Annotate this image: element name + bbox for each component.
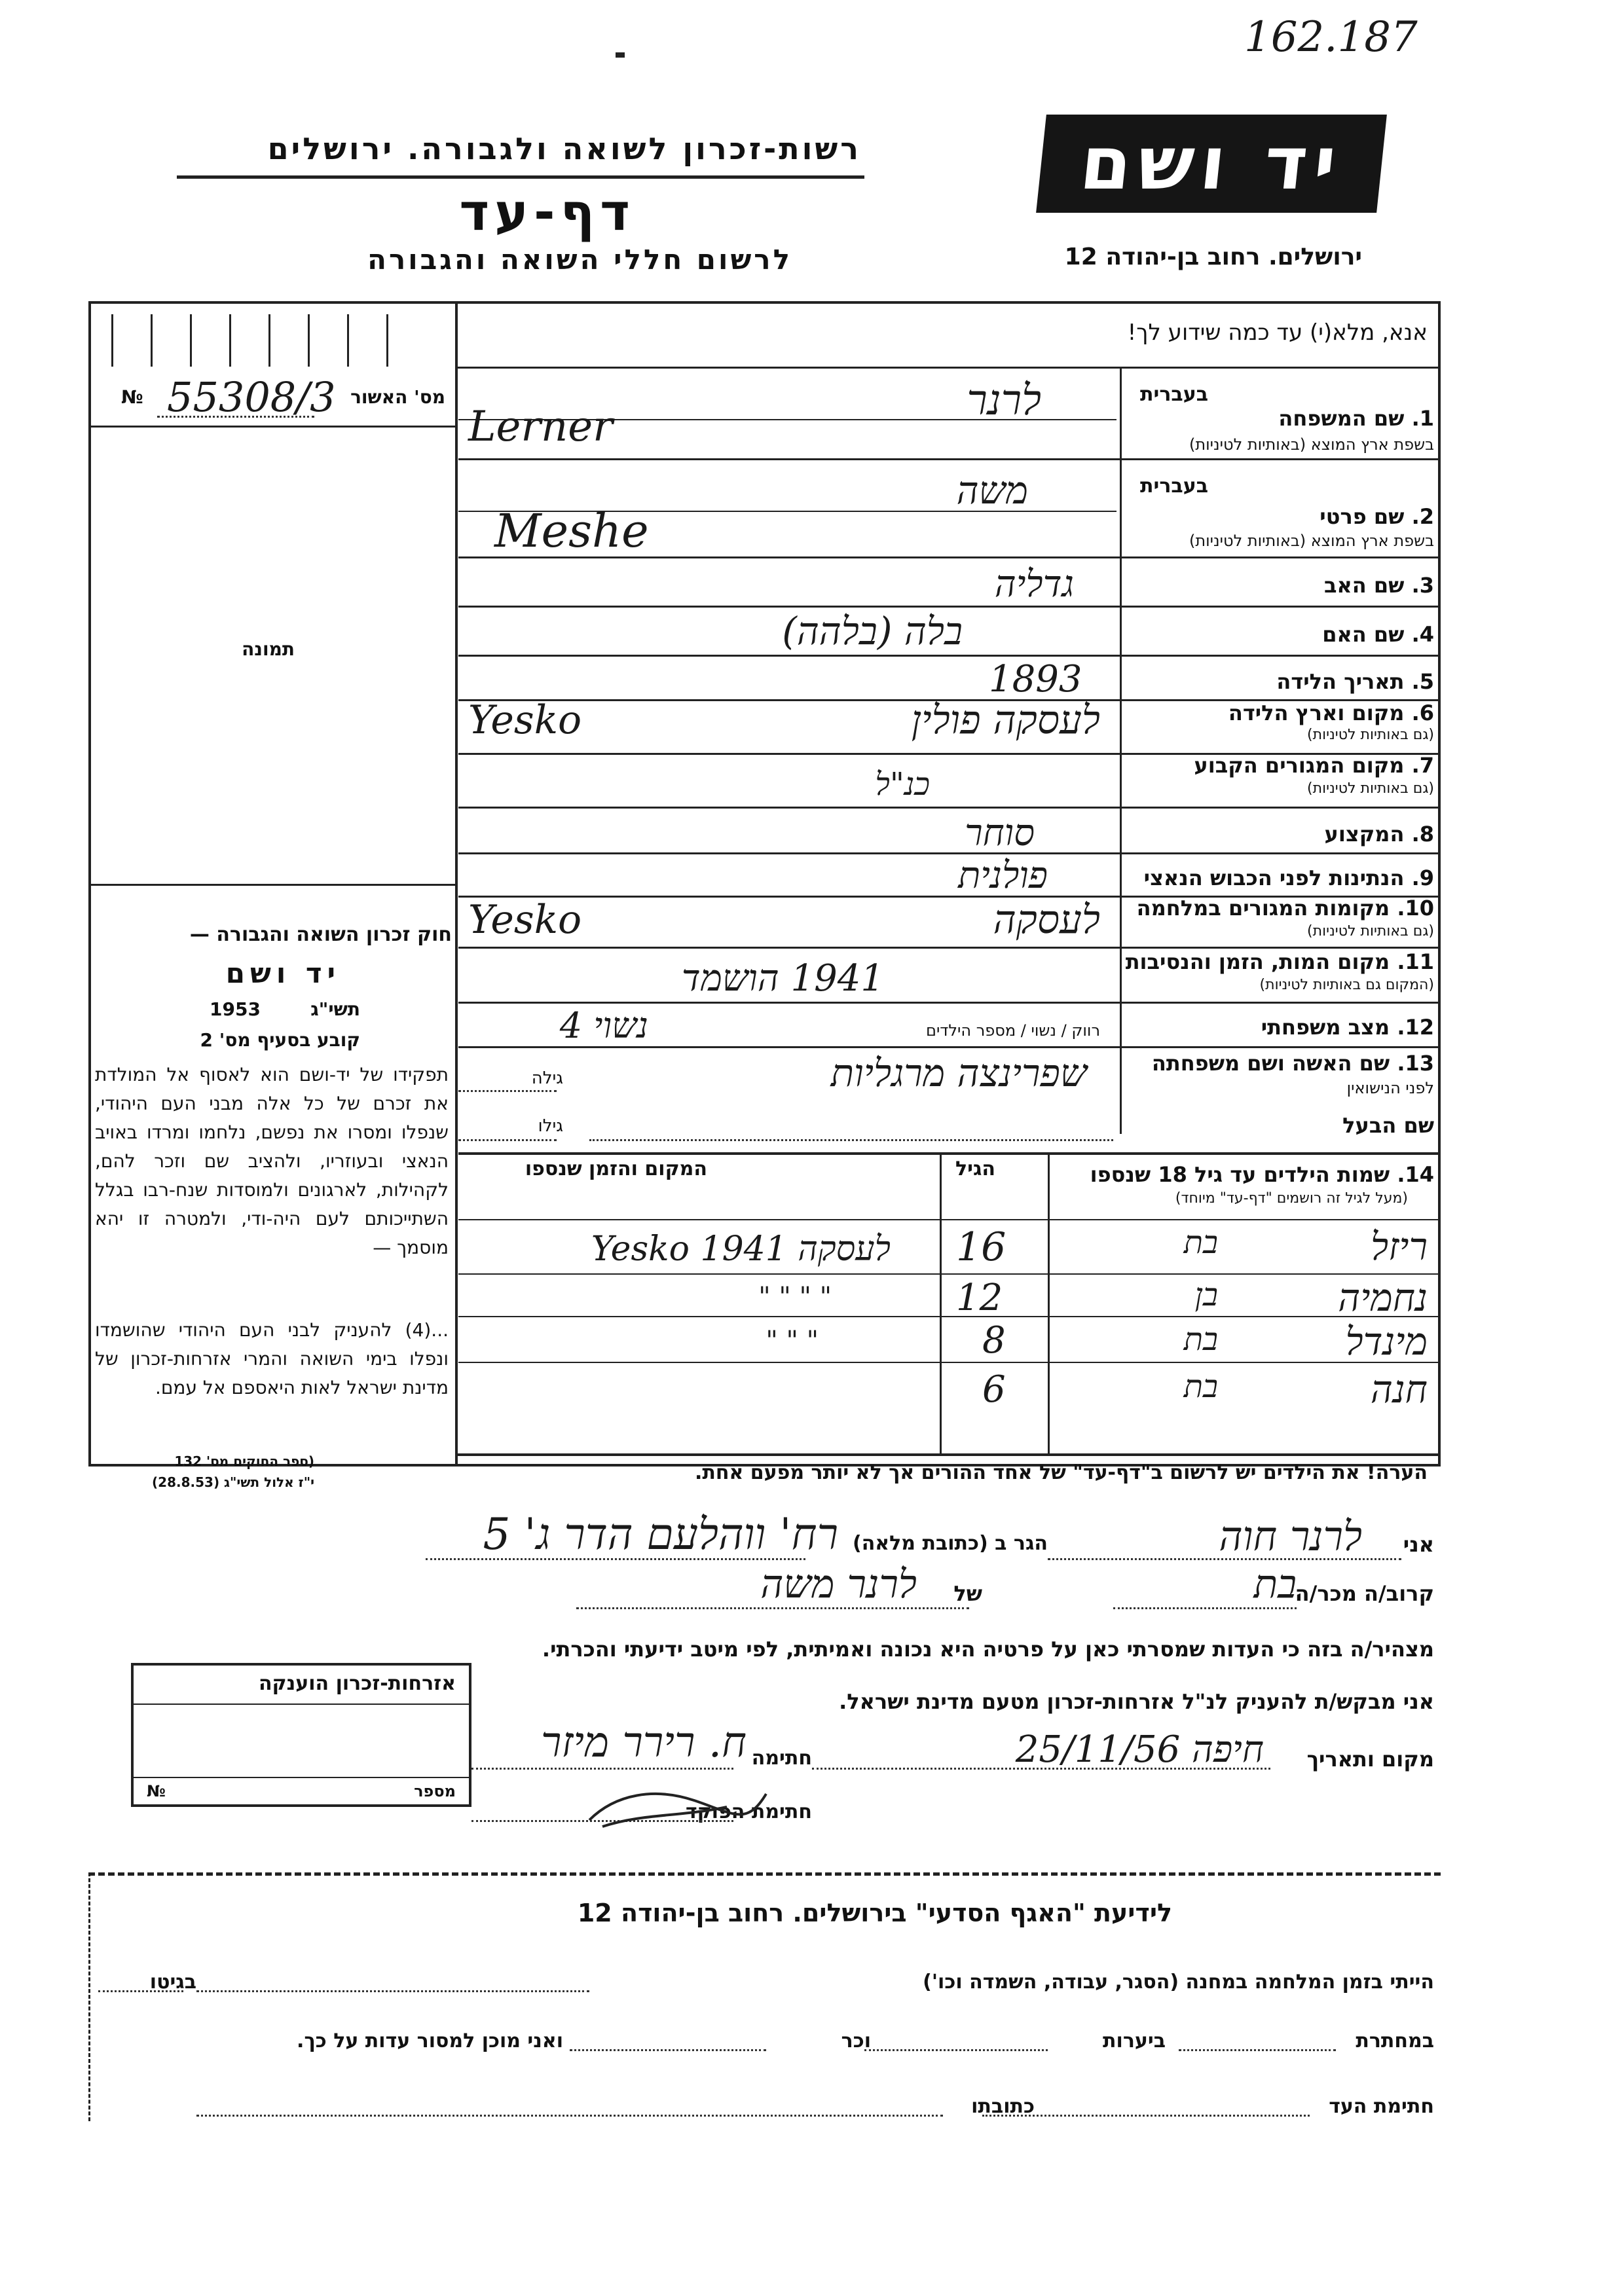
citizenship-no-symbol: №: [147, 1782, 166, 1800]
field-7-name: מקום המגורים הקבוע: [1194, 753, 1405, 778]
field-1-number: 1.: [1411, 406, 1434, 431]
decl-of-value: לרנר משה: [760, 1561, 917, 1607]
field-6-hint: (גם באותיות לטיניות): [1307, 727, 1434, 743]
field-10-number: 10.: [1397, 896, 1434, 920]
children-header-line: [458, 1219, 1441, 1220]
child-1-age: 16: [956, 1224, 1006, 1270]
child-3-place: " " ": [766, 1326, 819, 1356]
decl-relation-line: [1113, 1607, 1297, 1609]
field-2-hebrew: משה: [956, 468, 1028, 513]
children-title: 14. שמות הילדים עד גיל 18 שנספו: [1090, 1162, 1434, 1187]
child-1-line: [458, 1273, 1441, 1275]
child-3-rel: בת: [1183, 1321, 1218, 1358]
approval-number: 55308/3: [167, 373, 336, 421]
child-3-age: 8: [982, 1319, 1006, 1362]
children-age-header: הגיל: [955, 1157, 995, 1180]
field-6-value: לעסקה פולין: [911, 697, 1100, 743]
footer-line3-b: כתובתו: [971, 2095, 1035, 2118]
field-12-label: [1261, 1015, 1434, 1040]
decl-resides: הגר ב (כתובת מלאה): [852, 1532, 1048, 1555]
law-body-2: ...(4) להעניק לבני העם היהודי שהושמדו ונפלו בימי השואה והמרי אזרחות-זכרון של מדינת ישראל לאות היאספם אל עמם.: [95, 1319, 449, 1398]
decl-signature-line: [471, 1768, 733, 1770]
column-divider: [455, 301, 458, 1467]
photo-separator: [88, 884, 455, 886]
child-2-rel: בן: [1194, 1277, 1218, 1313]
intro-separator: [455, 367, 1441, 369]
law-source: (ספר החוקים מס' 132: [174, 1453, 314, 1469]
field-5-label: [1276, 669, 1434, 694]
field-13-sub: לפני הנישואין: [1346, 1079, 1434, 1097]
footer-line3-dots-2: [196, 2115, 943, 2117]
law-body: תפקידו של יד-ושם הוא לאסוף אל המולדת את זכרם של כל אלה מבני העם היהודי, שנפלו ומסרו את נפשם, נלחמו ומרדו באויב הנאצי ובעוזריו, ולהציב שם וזכר להם, לקהילות, לארגונים ולמוסדות שנח-רבו בגלל השתייכותם לעם היה-ודי, ולמטרה זו יהא מוסמך —: [95, 1064, 449, 1258]
decl-signature-label: חתימה: [751, 1747, 812, 1770]
field-2-name: שם פרטי: [1320, 504, 1405, 529]
lang-origin-2: בשפת ארץ המוצא (באותיות לטיניות): [1189, 532, 1434, 550]
field-13-number: 13.: [1397, 1051, 1434, 1076]
wife-age-line: [458, 1090, 557, 1092]
footer-line1-a: הייתי בזמן המלחמה במחנה (הסגר, עבודה, השמדה וכו'): [923, 1971, 1434, 1994]
lang-hebrew-2: בעברית: [1140, 475, 1208, 498]
approval-ticks: [111, 308, 439, 367]
form-subtitle: לרשום חללי השואה והגבורה: [367, 244, 792, 276]
lang-origin-1: בשפת ארץ המוצא (באותיות לטיניות): [1189, 435, 1434, 454]
child-1-place: לעסקה 1941 Yesko: [591, 1230, 891, 1269]
footer-line2-d: ואני מוכן למסור עדות על כך.: [297, 2030, 563, 2052]
field-8-name: המקצוע: [1324, 822, 1405, 847]
field-9-number: 9.: [1411, 866, 1434, 890]
field-11-sub: (המקום גם באותיות לטיניות): [1259, 977, 1434, 993]
authority-title: רשות-זכרון לשואה ולגבורה. ירושלים: [267, 131, 861, 166]
header-underline: [177, 175, 864, 179]
logo-text: יד ושם: [1076, 121, 1347, 206]
children-age-divider-left: [940, 1152, 942, 1453]
field-7-label: [1194, 753, 1434, 778]
field-7-value: כנ"ל: [875, 766, 930, 803]
field-13-name: שם האשה ושם משפחתה: [1151, 1051, 1390, 1076]
field-3-number: 3.: [1411, 573, 1434, 598]
cut-line: [88, 1872, 1441, 1876]
husband-age-label: גילו: [538, 1116, 563, 1136]
children-subtitle: (מעל לגיל זה רושמים "דף-עד" מיוחד): [1175, 1190, 1408, 1207]
row-8-separator: [458, 852, 1441, 854]
field-10-latin: Yesko: [468, 897, 582, 943]
child-2-age: 12: [956, 1277, 1003, 1319]
field-10-label: [1137, 896, 1434, 920]
intro-text: אנא, מלא(י) עד כמה שידוע לך!: [1127, 319, 1428, 346]
field-8-value: סוחר: [965, 812, 1035, 854]
law-date: י"ז אלול תשי"ג (28.8.53): [152, 1474, 314, 1490]
footer-title: לידיעת "האגף הסדעי" בירושלים. רחוב בן-יהודה 12: [577, 1899, 1172, 1927]
decl-i-line: [1048, 1558, 1401, 1560]
decl-relation-value: בת: [1253, 1561, 1297, 1607]
footer-line1-dots: [196, 1990, 589, 1992]
field-10-name: מקומות המגורים במלחמה: [1136, 896, 1390, 920]
row-3-separator: [458, 606, 1441, 608]
decl-i-label: אני: [1403, 1532, 1434, 1557]
field-12-number: 12.: [1397, 1015, 1434, 1040]
field-12-value: נשוי 4: [559, 1005, 648, 1046]
law-title: חוק זכרון השואה והגבורה —: [189, 923, 452, 946]
law-clause: קובע בסעיף מס' 2: [200, 1029, 360, 1051]
field-4-value: בלה (בלהה): [782, 609, 963, 653]
approval-label: מס' האשור: [350, 386, 445, 408]
field-13-age-label: גילה: [531, 1068, 563, 1088]
field-12-name: מצב משפחתי: [1261, 1015, 1390, 1040]
note: הערה! את הילדים יש לרשום ב"דף-עד" של אחד ההורים אך לא יותר מפעם אחת.: [694, 1461, 1428, 1484]
decl-of-label: של: [953, 1581, 982, 1606]
decl-of-line: [576, 1607, 969, 1609]
child-4-age: 6: [982, 1368, 1006, 1411]
field-11-value: 1941 הושמד: [681, 957, 884, 1000]
citizenship-number-label: מספר: [414, 1782, 456, 1800]
field-6-number: 6.: [1411, 701, 1434, 725]
row-10-separator: [458, 947, 1441, 949]
child-1-name: ריזל: [1371, 1224, 1428, 1269]
field-9-label: [1144, 866, 1434, 890]
child-4-name: חנה: [1370, 1367, 1428, 1412]
approval-separator: [88, 426, 455, 428]
field-11-number: 11.: [1397, 949, 1434, 974]
lang-hebrew-1: בעברית: [1140, 383, 1208, 406]
address: ירושלים. רחוב בן-יהודה 12: [1064, 244, 1362, 270]
child-1-rel: בת: [1183, 1224, 1218, 1261]
footer-line2-dots-2: [864, 2049, 1048, 2051]
field-1-name: שם המשפחה: [1278, 406, 1405, 431]
form-title: דף-עד: [459, 183, 635, 242]
decl-address-line: [426, 1558, 805, 1560]
field-2-number: 2.: [1411, 504, 1434, 529]
footer-line1-b: בגיטו: [149, 1971, 196, 1994]
approval-no-symbol: №: [121, 386, 143, 408]
field-8-number: 8.: [1411, 822, 1434, 847]
field-12-sub: רווק / נשוי / מספר הילדים: [926, 1021, 1100, 1040]
field-3-label: [1324, 573, 1434, 598]
officer-signature-scribble: [576, 1781, 773, 1840]
law-year-heb: תשי"ג: [310, 998, 360, 1020]
husband-name-line: [589, 1139, 1113, 1141]
yad-vashem-logo: [1036, 115, 1387, 213]
field-10-value: לעסקה: [993, 897, 1100, 943]
decl-address: רח' ווהלעם הדר ג' 5: [483, 1509, 838, 1559]
field-5-number: 5.: [1411, 669, 1434, 694]
decl-place-date-value: חיפה 25/11/56: [1015, 1728, 1264, 1771]
husband-age-line: [458, 1139, 557, 1141]
field-13-value: שפרינצה מרגליות: [830, 1051, 1087, 1095]
decl-statement: מצהיר/ה בזה כי העדות שמסרתי כאן על פרטיה היא נכונה ואמיתית, לפי מיטב ידיעתי והכרתי.: [542, 1637, 1434, 1662]
footer-line2-b: ביערות: [1103, 2030, 1166, 2052]
field-2-latin: Meshe: [494, 504, 649, 558]
row-1-separator: [458, 458, 1441, 460]
photo-label: תמונה: [242, 638, 295, 660]
field-5-value: 1893: [989, 658, 1082, 701]
law-name: יד ושם: [225, 957, 341, 989]
decl-place-date-line: [812, 1768, 1270, 1770]
field-11-label: [1126, 949, 1434, 974]
field-7-number: 7.: [1411, 753, 1434, 778]
footer-line1-end: [98, 1990, 183, 1992]
row-7-separator: [458, 807, 1441, 809]
decl-officer-label: חתימת הפוקד: [686, 1800, 812, 1823]
field-10-hint: (גם באותיות לטיניות): [1307, 923, 1434, 939]
child-3-name: מינדל: [1345, 1319, 1428, 1364]
row-11-separator: [458, 1002, 1441, 1004]
footer-line2-dots-3: [570, 2049, 766, 2051]
children-bottom-line: [455, 1453, 1441, 1456]
field-4-number: 4.: [1411, 622, 1434, 647]
husband-label: שם הבעל: [1342, 1113, 1434, 1138]
citizenship-box: [131, 1663, 471, 1807]
field-7-hint: (גם באותיות לטיניות): [1307, 780, 1434, 797]
label-divider: [1120, 368, 1122, 1134]
field-1-hebrew: לרנר: [967, 376, 1041, 425]
field-1-label: [1278, 406, 1434, 431]
child-3-line: [458, 1362, 1441, 1363]
citizenship-title: אזרחות-זכרון הוענקה: [258, 1672, 456, 1695]
decl-signature-value: ח. רירר מיזר: [541, 1719, 747, 1767]
row-12-separator: [458, 1046, 1441, 1048]
footer-line2-dots-1: [1179, 2049, 1336, 2051]
field-9-name: הנתינות לפני הכבוש הנאצי: [1143, 866, 1405, 890]
archive-number: 162.187: [1244, 13, 1418, 62]
footer-line2-c: וכר: [841, 2030, 871, 2052]
footer-left-edge: [88, 1872, 90, 2121]
field-4-label: [1322, 622, 1434, 647]
child-2-line: [458, 1316, 1441, 1317]
child-2-place: " " " ": [758, 1282, 832, 1312]
decl-i-value: לרנר חוה: [1219, 1512, 1362, 1560]
decl-request: אני מבקש/ת להעניק לנ"ל אזרחות-זכרון מטעם מדינת ישראל.: [839, 1689, 1434, 1714]
child-2-name: נחמיה: [1338, 1275, 1428, 1320]
field-5-name: תאריך הלידה: [1276, 669, 1405, 694]
field-13-label: [1152, 1051, 1434, 1076]
row-4-separator: [458, 655, 1441, 657]
children-age-divider-right: [1048, 1152, 1050, 1453]
row-13-separator: [458, 1152, 1441, 1155]
law-year: 1953: [210, 998, 261, 1020]
decl-place-date-label: מקום ותאריך: [1306, 1747, 1434, 1772]
footer-line3-a: חתימת העד: [1329, 2095, 1434, 2118]
children-place-header: המקום והזמן שנספו: [525, 1157, 707, 1180]
field-11-name: מקום המות, הזמן והנסיבות: [1125, 949, 1390, 974]
field-8-label: [1325, 822, 1434, 847]
field-2-label: [1320, 504, 1434, 529]
field-3-name: שם האב: [1323, 573, 1405, 598]
decl-relation-label: קרוב/ה מכר/ה: [1295, 1581, 1434, 1606]
approval-line: [157, 416, 314, 418]
field-6-label: [1228, 701, 1434, 725]
field-6-latin: Yesko: [468, 697, 582, 743]
ink-speck: [616, 52, 625, 58]
field-9-value: פולנית: [958, 854, 1048, 897]
field-6-name: מקום וארץ הלידה: [1228, 701, 1405, 725]
footer-line2-a: במחתרת: [1356, 2030, 1434, 2052]
field-4-name: שם האם: [1322, 622, 1405, 647]
field-1-latin: Lerner: [468, 403, 613, 451]
row-2-separator: [458, 556, 1441, 558]
child-4-rel: בת: [1183, 1368, 1218, 1405]
field-3-value: גדליה: [994, 563, 1074, 606]
